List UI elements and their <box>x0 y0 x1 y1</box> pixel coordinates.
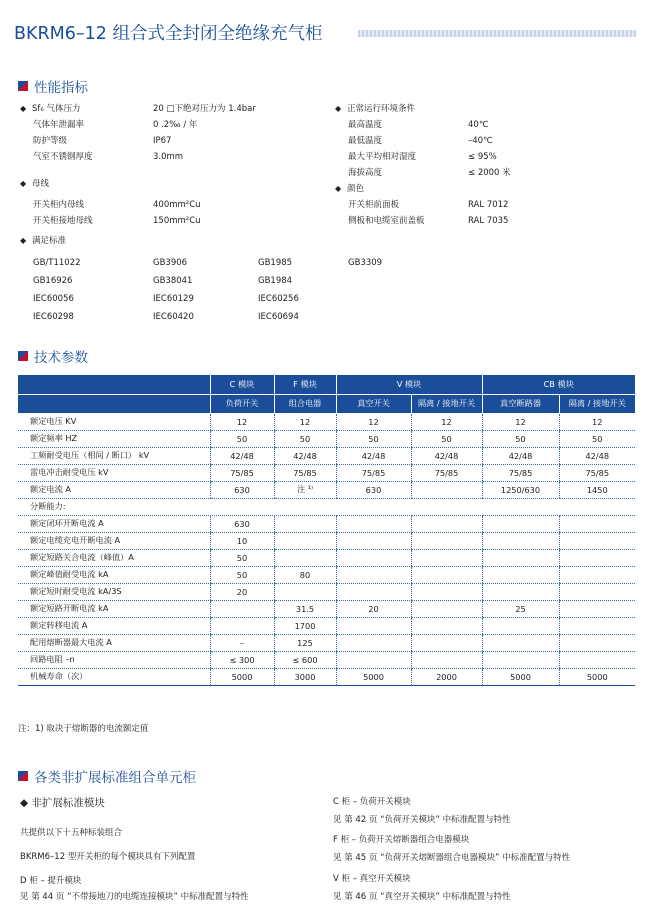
table-cell: 42/48 <box>210 447 274 464</box>
table-cell: 12 <box>336 413 411 430</box>
table-cell: 630 <box>336 481 411 498</box>
table-cell <box>336 634 411 651</box>
table-row <box>18 600 635 617</box>
table-cell <box>274 515 336 532</box>
table-cell: 75/85 <box>210 464 274 481</box>
section-marker-icon <box>18 81 28 91</box>
unit-description-line: BKRM6–12 型开关柜的每个模块具有下列配置 <box>20 852 196 862</box>
table-cell <box>210 600 274 617</box>
table-cell: 注 ¹⁾ <box>274 481 336 498</box>
table-cell: 2000 <box>411 668 482 685</box>
table-cell: 50 <box>210 430 274 447</box>
table-row-label: 额定短路关合电流（峰值）A <box>18 549 210 566</box>
table-cell <box>559 566 635 583</box>
spec-value: RAL 7012 <box>468 200 509 210</box>
table-cell <box>411 566 482 583</box>
table-row-label: 配用熔断器最大电流 A <box>18 634 210 651</box>
section-marker-icon <box>18 351 28 361</box>
table-cell <box>482 583 559 600</box>
table-cell: 5000 <box>210 668 274 685</box>
unit-description-line: 见 第 42 页 “负荷开关模块” 中标准配置与特性 <box>333 815 511 825</box>
table-cell: 630 <box>210 481 274 498</box>
table-sub-header: 隔离 / 接地开关 <box>411 394 482 413</box>
table-group-header: F 模块 <box>274 375 336 394</box>
units-subtitle: ◆ 非扩展标准模块 <box>20 797 105 809</box>
standard-code: GB3309 <box>348 258 383 268</box>
table-header-blank <box>18 394 210 413</box>
table-cell: 20 <box>336 600 411 617</box>
table-cell: 630 <box>210 515 274 532</box>
table-cell <box>411 634 482 651</box>
spec-label: 开关柜内母线 <box>33 200 85 210</box>
table-cell <box>274 532 336 549</box>
table-row-label: 分断能力: <box>18 498 635 515</box>
spec-value: 0 .2‰ / 年 <box>153 120 198 130</box>
standard-code: IEC60056 <box>33 294 74 304</box>
table-cell: 42/48 <box>411 447 482 464</box>
table-row <box>18 515 635 532</box>
section-marker-icon <box>18 771 28 781</box>
table-cell <box>274 583 336 600</box>
table-cell: ≤ 300 <box>210 651 274 668</box>
table-cell: 20 <box>210 583 274 600</box>
spec-label: 颜色 <box>347 184 365 194</box>
table-cell: ≤ 600 <box>274 651 336 668</box>
bullet-icon: ◆ <box>335 184 342 193</box>
unit-description-line: 见 第 45 页 “负荷开关熔断器组合电器模块” 中标准配置与特性 <box>333 853 571 863</box>
table-cell: 75/85 <box>482 464 559 481</box>
table-row-label: 额定频率 HZ <box>18 430 210 447</box>
table-cell <box>336 617 411 634</box>
table-cell <box>559 600 635 617</box>
table-cell: 50 <box>210 549 274 566</box>
page-title: BKRM6–12 组合式全封闭全绝缘充气柜 <box>14 24 323 44</box>
table-row <box>18 464 635 481</box>
section-heading-units <box>18 766 196 786</box>
bullet-icon: ◆ <box>20 104 27 113</box>
table-row-label: 工频耐受电压（相间 / 断口） kV <box>18 447 210 464</box>
technical-parameters-table <box>18 375 635 686</box>
table-group-header-row <box>18 375 635 394</box>
table-group-header: V 模块 <box>336 375 482 394</box>
table-row <box>18 583 635 600</box>
table-cell: 75/85 <box>411 464 482 481</box>
spec-label: 开关柜前面板 <box>348 200 400 210</box>
spec-label: 母线 <box>32 179 50 189</box>
table-row-label: 机械寿命（次） <box>18 668 210 685</box>
unit-description-line: V 柜 – 真空开关模块 <box>333 874 411 884</box>
table-row <box>18 481 635 498</box>
section-title: 技术参数 <box>34 350 88 366</box>
table-row-label: 额定转移电流 A <box>18 617 210 634</box>
table-cell <box>336 651 411 668</box>
section-title: 各类非扩展标准组合单元柜 <box>34 770 196 786</box>
table-cell: 75/85 <box>336 464 411 481</box>
unit-description-line: 见 第 46 页 “真空开关模块” 中标准配置与特性 <box>333 892 511 902</box>
bullet-icon: ◆ <box>20 236 27 245</box>
table-cell: 50 <box>210 566 274 583</box>
spec-value: 40℃ <box>468 120 489 130</box>
table-group-header: C 模块 <box>210 375 274 394</box>
spec-value: 150mm²Cu <box>153 216 201 226</box>
spec-value: –40℃ <box>468 136 493 146</box>
spec-label: 最大平均相对湿度 <box>348 152 417 162</box>
standard-code: GB3906 <box>153 258 188 268</box>
table-cell <box>482 617 559 634</box>
table-cell: 42/48 <box>336 447 411 464</box>
table-cell: 25 <box>482 600 559 617</box>
table-row-label: 额定电流 A <box>18 481 210 498</box>
table-footnote: 注：1) 取决于熔断器的电流额定值 <box>18 724 149 734</box>
table-cell <box>411 583 482 600</box>
spec-label: 最高温度 <box>348 120 383 130</box>
table-cell <box>559 634 635 651</box>
spec-label: Sf₆ 气体压力 <box>32 104 81 114</box>
spec-value: 400mm²Cu <box>153 200 201 210</box>
table-cell <box>559 549 635 566</box>
table-cell <box>411 515 482 532</box>
table-row <box>18 668 635 685</box>
table-header-blank <box>18 375 210 394</box>
spec-label: 开关柜接地母线 <box>33 216 93 226</box>
table-cell: 3000 <box>274 668 336 685</box>
table-row <box>18 617 635 634</box>
spec-label: 正常运行环境条件 <box>347 104 416 114</box>
table-cell: 12 <box>274 413 336 430</box>
table-sub-header: 负荷开关 <box>210 394 274 413</box>
table-row-label: 回路电阻 –n <box>18 651 210 668</box>
spec-value: ≤ 95% <box>468 152 497 162</box>
table-cell <box>411 481 482 498</box>
table-cell <box>559 532 635 549</box>
table-cell <box>559 651 635 668</box>
table-cell <box>482 634 559 651</box>
table-cell <box>411 617 482 634</box>
table-sub-header-row <box>18 394 635 413</box>
table-row-label: 额定电缆充电开断电流 A <box>18 532 210 549</box>
table-cell: 31.5 <box>274 600 336 617</box>
table-cell: 1250/630 <box>482 481 559 498</box>
spec-label: 防护等级 <box>33 136 68 146</box>
unit-description-line: C 柜 – 负荷开关模块 <box>333 797 411 807</box>
table-cell <box>411 532 482 549</box>
table-cell <box>559 617 635 634</box>
table-cell: – <box>210 634 274 651</box>
table-cell: 5000 <box>559 668 635 685</box>
spec-label: 最低温度 <box>348 136 383 146</box>
table-cell <box>411 600 482 617</box>
table-row <box>18 651 635 668</box>
standard-code: GB1984 <box>258 276 293 286</box>
table-cell <box>336 532 411 549</box>
unit-description-line: 共提供以下十五种标装组合 <box>20 828 123 838</box>
table-cell <box>482 549 559 566</box>
table-row <box>18 634 635 651</box>
table-cell: 42/48 <box>274 447 336 464</box>
section-heading-technical <box>18 346 88 366</box>
table-cell: 42/48 <box>559 447 635 464</box>
table-cell: 12 <box>482 413 559 430</box>
table-cell: 80 <box>274 566 336 583</box>
unit-description-line: 见 第 44 页 “不带接地刀的电缆连接模块” 中标准配置与特性 <box>20 892 249 902</box>
standard-code: GB/T11022 <box>33 258 81 268</box>
table-cell: 75/85 <box>559 464 635 481</box>
title-decoration-bar <box>358 30 636 37</box>
spec-label: 海拔高度 <box>348 168 383 178</box>
table-cell <box>210 617 274 634</box>
table-row-label: 额定闭环开断电流 A <box>18 515 210 532</box>
table-row-label: 雷电冲击耐受电压 kV <box>18 464 210 481</box>
table-row <box>18 532 635 549</box>
table-cell: 75/85 <box>274 464 336 481</box>
standard-code: IEC60420 <box>153 312 194 322</box>
table-sub-header: 组合电器 <box>274 394 336 413</box>
table-row-label: 额定短时耐受电流 kA/3S <box>18 583 210 600</box>
table-cell: 1450 <box>559 481 635 498</box>
table-row <box>18 566 635 583</box>
standard-code: IEC60256 <box>258 294 299 304</box>
table-cell: 125 <box>274 634 336 651</box>
table-cell: 12 <box>210 413 274 430</box>
table-row <box>18 447 635 464</box>
table-cell: 50 <box>274 430 336 447</box>
table-cell <box>411 651 482 668</box>
table-cell <box>482 532 559 549</box>
table-row <box>18 549 635 566</box>
table-cell <box>336 549 411 566</box>
table-cell <box>559 583 635 600</box>
standard-code: IEC60298 <box>33 312 74 322</box>
standard-code: IEC60694 <box>258 312 299 322</box>
table-cell <box>482 515 559 532</box>
table-sub-header: 真空断路器 <box>482 394 559 413</box>
table-row <box>18 430 635 447</box>
table-group-header: CB 模块 <box>482 375 635 394</box>
section-title: 性能指标 <box>34 80 88 96</box>
spec-value: ≤ 2000 米 <box>468 168 511 178</box>
table-cell <box>482 651 559 668</box>
table-row-label: 额定峰值耐受电流 kA <box>18 566 210 583</box>
table-cell: 12 <box>411 413 482 430</box>
table-cell: 42/48 <box>482 447 559 464</box>
spec-label: 气室不锈钢厚度 <box>33 152 93 162</box>
spec-value: IP67 <box>153 136 172 146</box>
table-cell <box>336 583 411 600</box>
table-cell: 50 <box>482 430 559 447</box>
spec-label: 侧板和电缆室前盖板 <box>348 216 425 226</box>
table-cell <box>559 515 635 532</box>
table-cell: 12 <box>559 413 635 430</box>
unit-description-line: D 柜 – 提升模块 <box>20 876 82 886</box>
table-sub-header: 真空开关 <box>336 394 411 413</box>
standard-code: GB16926 <box>33 276 73 286</box>
table-row <box>18 498 635 515</box>
table-cell <box>482 566 559 583</box>
standard-code: GB1985 <box>258 258 293 268</box>
table-row-label: 额定短路开断电流 kA <box>18 600 210 617</box>
spec-label: 满足标准 <box>32 236 67 246</box>
table-cell: 50 <box>411 430 482 447</box>
bullet-icon: ◆ <box>335 104 342 113</box>
standard-code: IEC60129 <box>153 294 194 304</box>
unit-description-line: F 柜 – 负荷开关熔断器组合电器模块 <box>333 835 470 845</box>
table-cell: 5000 <box>336 668 411 685</box>
bullet-icon: ◆ <box>20 179 27 188</box>
standard-code: GB38041 <box>153 276 193 286</box>
table-cell <box>274 549 336 566</box>
table-cell: 5000 <box>482 668 559 685</box>
spec-value: 3.0mm <box>153 152 184 162</box>
table-cell <box>336 515 411 532</box>
table-cell: 1700 <box>274 617 336 634</box>
table-cell: 10 <box>210 532 274 549</box>
table-sub-header: 隔离 / 接地开关 <box>559 394 635 413</box>
table-cell: 50 <box>559 430 635 447</box>
spec-value: RAL 7035 <box>468 216 509 226</box>
section-heading-performance <box>18 76 88 96</box>
table-row <box>18 413 635 430</box>
table-cell <box>411 549 482 566</box>
spec-label: 气体年泄漏率 <box>33 120 85 130</box>
spec-value: 20 □下绝对压力为 1.4bar <box>153 104 256 114</box>
table-cell <box>336 566 411 583</box>
table-row-label: 额定电压 KV <box>18 413 210 430</box>
table-cell: 50 <box>336 430 411 447</box>
